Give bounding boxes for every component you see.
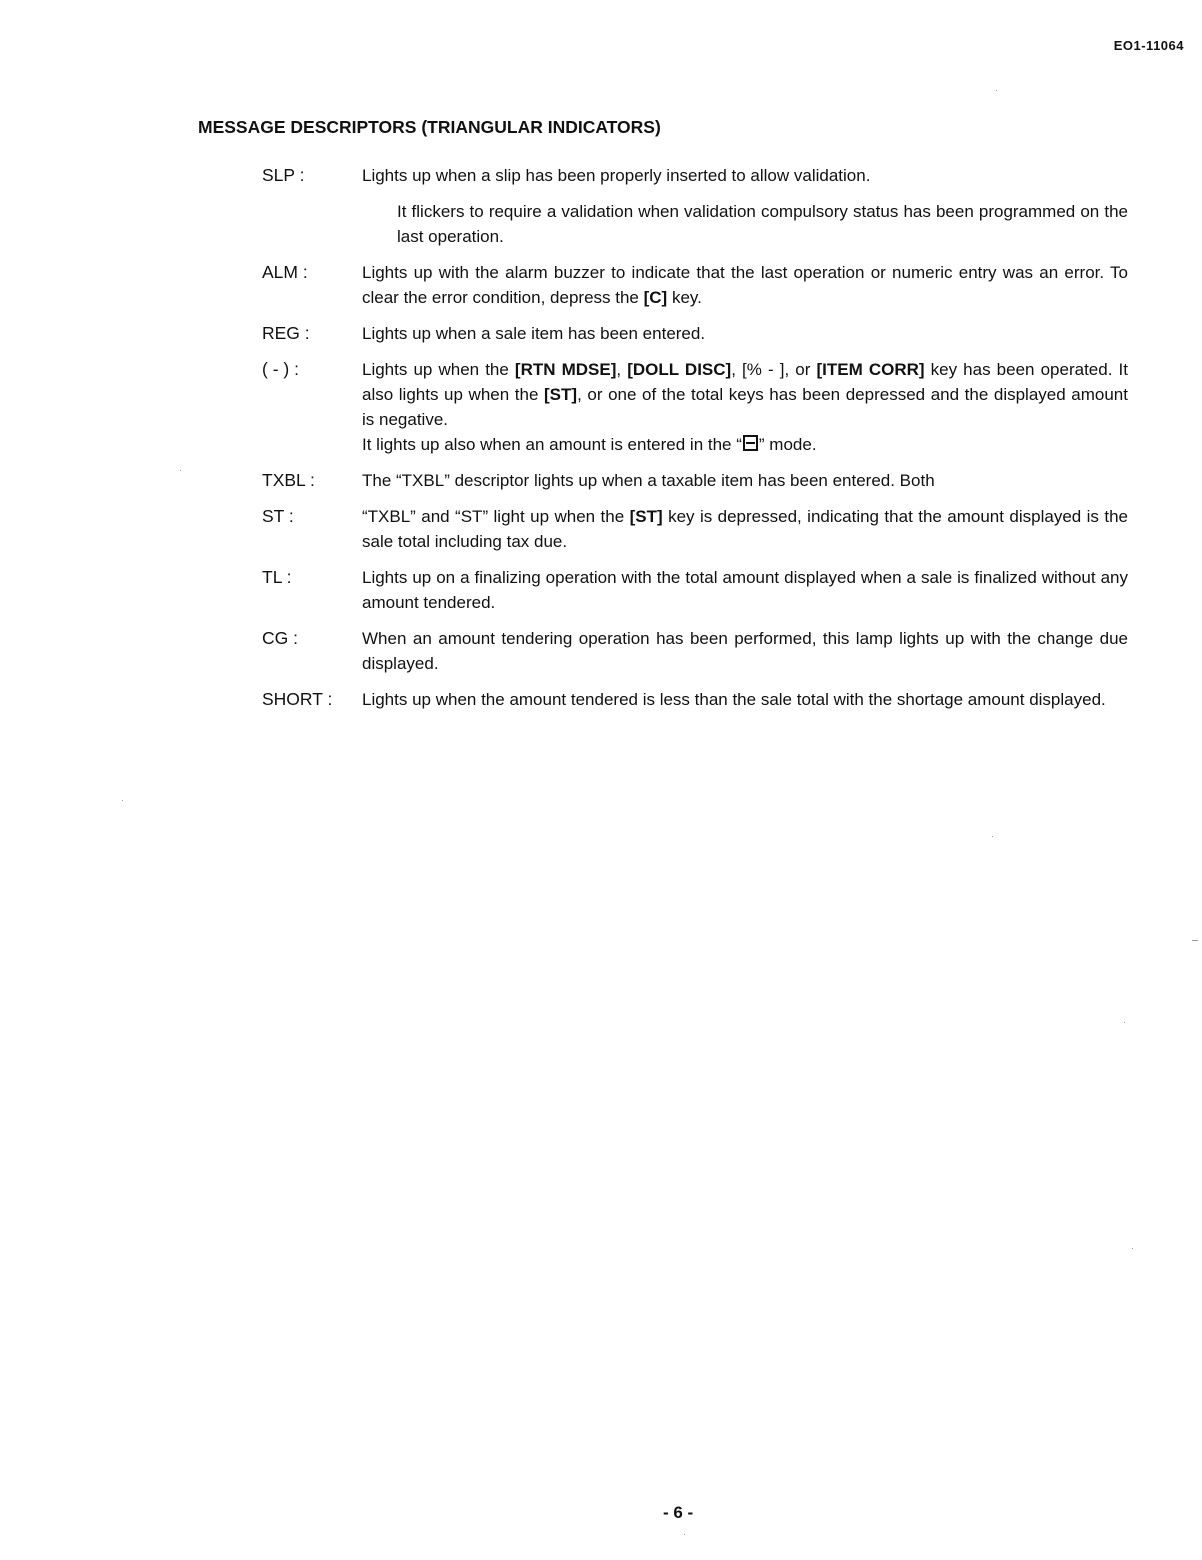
text-fragment: “TXBL” and “ST” light up when the [362, 507, 630, 526]
descriptor-description [362, 565, 1128, 615]
descriptor-description [362, 468, 1128, 493]
descriptor-description [362, 626, 1128, 676]
text-fragment: , or one of the total keys has been depressed and the displayed amount is negative. [362, 385, 1128, 429]
text-fragment: , [616, 360, 628, 379]
descriptor-tl [262, 565, 1128, 615]
descriptor-label: ST : [262, 506, 294, 526]
key-name: [C] [643, 288, 668, 307]
descriptor-label: SHORT : [262, 689, 333, 709]
descriptor-txbl [262, 468, 1128, 493]
descriptor-subtext: It flickers to require a validation when validation compulsory status has been programmed on the last operation. [397, 202, 1128, 246]
descriptor-description [362, 504, 1128, 554]
scan-speck [1192, 940, 1198, 941]
descriptor-label: TL : [262, 567, 292, 587]
descriptor-alm [262, 260, 1128, 310]
minus-mode-icon [743, 435, 758, 451]
key-name: [ST] [629, 507, 663, 526]
text-fragment: key. [667, 288, 702, 307]
descriptor-text: When an amount tendering operation has been performed, this lamp lights up with the change due displayed. [362, 629, 1128, 673]
descriptor-description [362, 357, 1128, 457]
key-name: [ITEM CORR] [816, 360, 925, 379]
descriptor-text: Lights up when the amount tendered is less than the sale total with the shortage amount displayed. [362, 690, 1106, 709]
scan-speck [992, 836, 993, 837]
descriptor-text: Lights up when a sale item has been entered. [362, 324, 706, 343]
descriptor-description [362, 163, 1128, 249]
descriptor-description [362, 687, 1128, 712]
text-fragment: , [% - ], or [731, 360, 817, 379]
scan-speck [684, 1534, 685, 1535]
descriptor-text: The “TXBL” descriptor lights up when a taxable item has been entered. Both [362, 471, 935, 490]
descriptor-text [362, 357, 1128, 432]
descriptor-description [362, 321, 1128, 346]
scan-speck [1132, 1248, 1133, 1249]
text-fragment: ” mode. [758, 435, 817, 454]
text-fragment: It lights up also when an amount is entered in the “ [362, 435, 742, 454]
descriptor-label: CG : [262, 628, 298, 648]
scan-speck [996, 90, 997, 91]
section-title: MESSAGE DESCRIPTORS (TRIANGULAR INDICATORS) [198, 117, 661, 137]
key-name: [RTN MDSE] [514, 360, 617, 379]
scan-speck [180, 470, 181, 471]
key-name: [DOLL DISC] [627, 360, 732, 379]
descriptor-list [262, 163, 1128, 723]
scan-speck [122, 800, 123, 801]
document-number: EO1-11064 [1113, 38, 1184, 53]
descriptor-description [362, 260, 1128, 310]
descriptor-minus [262, 357, 1128, 457]
text-fragment: Lights up when the [362, 360, 515, 379]
text-fragment: key is depressed, indicating that the amount displayed is the sale total including tax due. [362, 507, 1128, 551]
descriptor-label: ( - ) : [262, 359, 299, 379]
key-name: [ST] [544, 385, 578, 404]
descriptor-slp [262, 163, 1128, 249]
descriptor-st [262, 504, 1128, 554]
page-number: - 6 - [663, 1503, 694, 1522]
descriptor-label: ALM : [262, 262, 308, 282]
descriptor-label: TXBL : [262, 470, 315, 490]
descriptor-reg [262, 321, 1128, 346]
text-fragment: Lights up with the alarm buzzer to indicate that the last operation or numeric entry was an error. To clear the error condition, depress the [362, 263, 1128, 307]
descriptor-label: REG : [262, 323, 310, 343]
text-fragment: key has been operated. It also lights up when the [362, 360, 1128, 404]
descriptor-label: SLP : [262, 165, 305, 185]
descriptor-text [362, 504, 1128, 554]
descriptor-text-line-2 [362, 432, 1128, 457]
descriptor-short [262, 687, 1128, 712]
scan-speck [1124, 1022, 1125, 1023]
descriptor-text: Lights up when a slip has been properly inserted to allow validation. [362, 166, 871, 185]
descriptor-cg [262, 626, 1128, 676]
descriptor-text: Lights up on a finalizing operation with the total amount displayed when a sale is finalized without any amount tendered. [362, 568, 1128, 612]
descriptor-text [362, 260, 1128, 310]
